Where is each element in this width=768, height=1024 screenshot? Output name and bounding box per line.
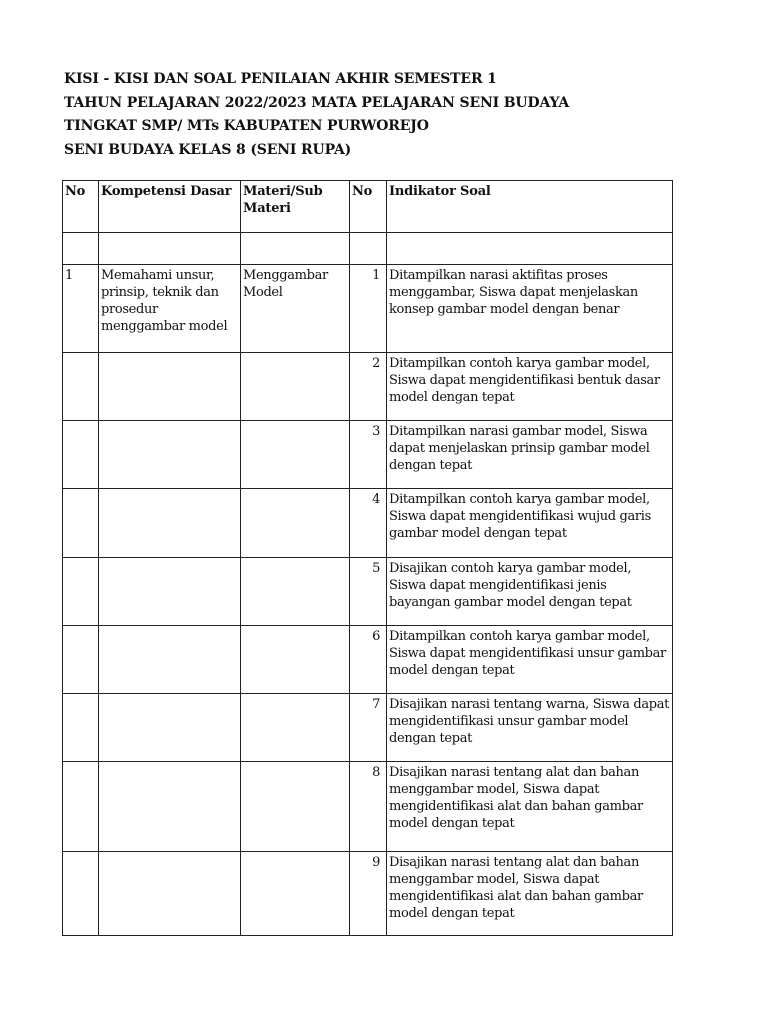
cell-indikator: Disajikan contoh karya gambar model, Siswa dapat mengidentifikasi jenis bayangan gambar model dengan tepat [387,558,673,626]
table-row [63,353,673,421]
cell-materi [241,762,350,852]
cell-kompetensi-dasar [99,233,241,265]
cell-no-soal: 3 [350,421,387,489]
cell-no-soal: 6 [350,626,387,694]
kisi-kisi-table [62,180,673,936]
header-title-line-3: TINGKAT SMP/ MTs KABUPATEN PURWOREJO [64,118,429,134]
cell-materi [241,489,350,558]
cell-no [63,489,99,558]
column-header-materi: Materi/Sub Materi [241,181,350,233]
table-row [63,626,673,694]
table-row [63,852,673,936]
cell-no: 1 [63,265,99,353]
cell-no-soal: 8 [350,762,387,852]
cell-no-soal: 7 [350,694,387,762]
column-header-kompetensi-dasar: Kompetensi Dasar [99,181,241,233]
cell-materi [241,852,350,936]
cell-materi: Menggambar Model [241,265,350,353]
cell-kompetensi-dasar [99,762,241,852]
cell-materi [241,233,350,265]
cell-no [63,353,99,421]
cell-no [63,762,99,852]
table-row [63,233,673,265]
table-row [63,265,673,353]
cell-indikator [387,233,673,265]
cell-materi [241,558,350,626]
cell-kompetensi-dasar [99,421,241,489]
column-header-indikator-soal: Indikator Soal [387,181,673,233]
cell-indikator: Ditampilkan contoh karya gambar model, Siswa dapat mengidentifikasi wujud garis gambar model dengan tepat [387,489,673,558]
cell-materi [241,353,350,421]
table-row [63,762,673,852]
cell-no [63,558,99,626]
cell-indikator: Disajikan narasi tentang alat dan bahan menggambar model, Siswa dapat mengidentifikasi alat dan bahan gambar model dengan tepat [387,852,673,936]
cell-no-soal: 2 [350,353,387,421]
cell-no [63,852,99,936]
cell-kompetensi-dasar [99,558,241,626]
table-row [63,558,673,626]
cell-kompetensi-dasar [99,626,241,694]
document-header [64,68,704,162]
cell-indikator: Ditampilkan narasi gambar model, Siswa dapat menjelaskan prinsip gambar model dengan tepat [387,421,673,489]
cell-no [63,626,99,694]
cell-no-soal: 4 [350,489,387,558]
header-title-line-4: SENI BUDAYA KELAS 8 (SENI RUPA) [64,141,352,158]
cell-materi [241,421,350,489]
table-header-row [63,181,673,233]
cell-kompetensi-dasar: Memahami unsur, prinsip, teknik dan prosedur menggambar model [99,265,241,353]
cell-indikator: Ditampilkan contoh karya gambar model, Siswa dapat mengidentifikasi bentuk dasar model dengan tepat [387,353,673,421]
header-title-line-1: KISI - KISI DAN SOAL PENILAIAN AKHIR SEMESTER 1 [64,71,497,87]
header-title-line-2: TAHUN PELAJARAN 2022/2023 MATA PELAJARAN SENI BUDAYA [64,94,570,111]
cell-no [63,694,99,762]
cell-no [63,233,99,265]
cell-no-soal: 9 [350,852,387,936]
column-header-no: No [63,181,99,233]
column-header-no-soal: No [350,181,387,233]
cell-materi [241,694,350,762]
cell-no [63,421,99,489]
table-row [63,489,673,558]
cell-kompetensi-dasar [99,852,241,936]
table-row [63,421,673,489]
cell-indikator: Disajikan narasi tentang alat dan bahan menggambar model, Siswa dapat mengidentifikasi alat dan bahan gambar model dengan tepat [387,762,673,852]
cell-indikator: Disajikan narasi tentang warna, Siswa dapat mengidentifikasi unsur gambar model dengan tepat [387,694,673,762]
cell-no-soal: 1 [350,265,387,353]
cell-no-soal: 5 [350,558,387,626]
cell-indikator: Ditampilkan narasi aktifitas proses menggambar, Siswa dapat menjelaskan konsep gambar model dengan benar [387,265,673,353]
cell-kompetensi-dasar [99,694,241,762]
cell-no-soal [350,233,387,265]
cell-kompetensi-dasar [99,353,241,421]
cell-materi [241,626,350,694]
cell-indikator: Ditampilkan contoh karya gambar model, Siswa dapat mengidentifikasi unsur gambar model dengan tepat [387,626,673,694]
cell-kompetensi-dasar [99,489,241,558]
table-row [63,694,673,762]
